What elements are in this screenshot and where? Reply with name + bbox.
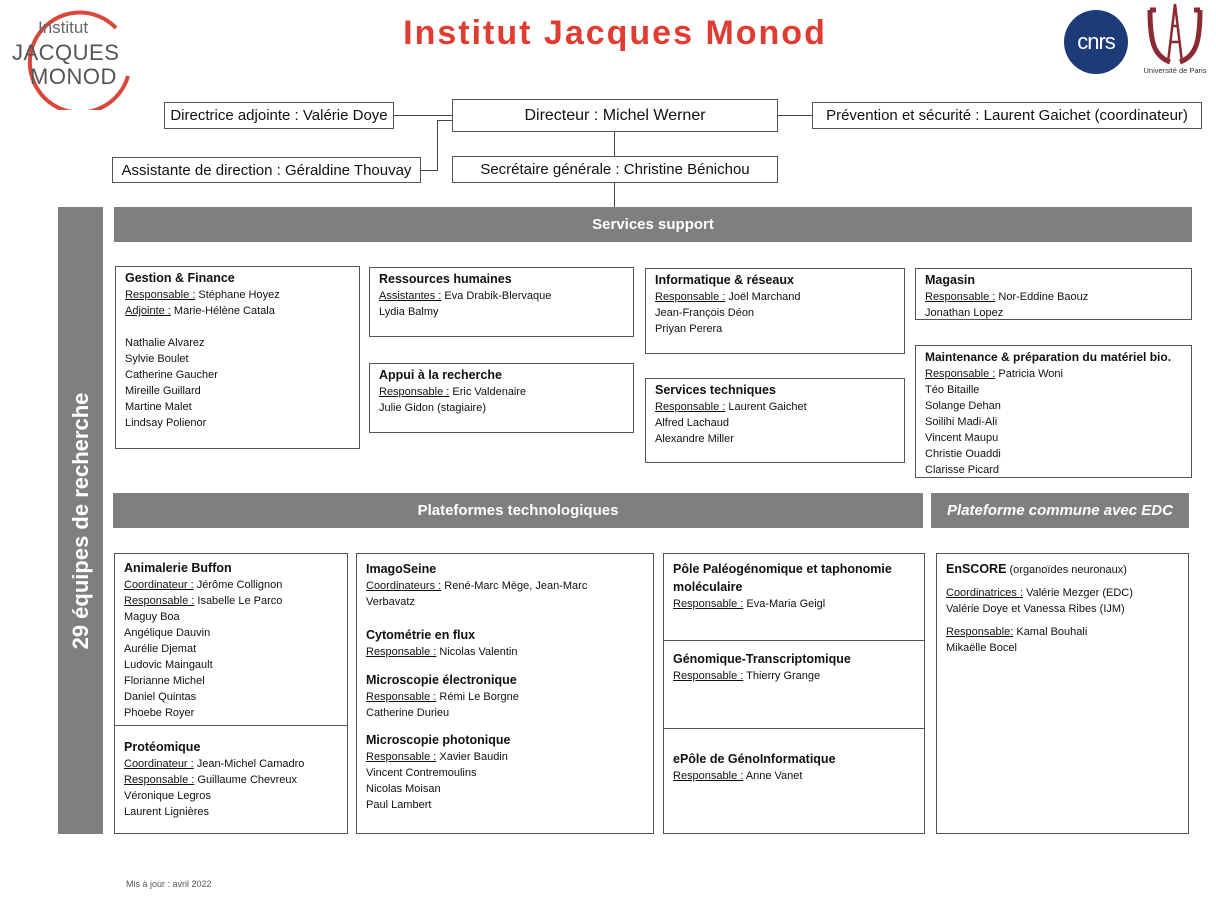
enscore-section: [937, 560, 1188, 656]
directeur-box: Directeur : Michel Werner: [452, 99, 778, 132]
member: Catherine Durieu: [366, 707, 450, 719]
card-title: Magasin: [925, 273, 976, 287]
genomique-card: [663, 553, 925, 834]
connector-assistant-v: [437, 120, 438, 170]
card-title-cont: moléculaire: [673, 580, 743, 594]
role-label: Coordinateur :: [124, 579, 194, 591]
research-teams-label: 29 équipes de recherche: [67, 392, 93, 649]
card-title: Informatique & réseaux: [655, 273, 794, 287]
role-label: Coordinateurs :: [366, 580, 442, 592]
divider: [664, 728, 924, 729]
role-label: Coordinatrices :: [946, 587, 1024, 599]
services-support-bar: Services support: [114, 207, 1192, 242]
role-label: Responsable :: [366, 691, 437, 703]
connector-services: [614, 183, 615, 207]
update-date: Mis à jour : avril 2022: [126, 879, 212, 889]
role-label: Responsable :: [673, 598, 744, 610]
divider: [115, 725, 347, 726]
cnrs-logo-text: cnrs: [1077, 29, 1115, 54]
card-title: Services techniques: [655, 383, 776, 397]
appui-recherche-card: [369, 363, 634, 433]
cnrs-logo: [1064, 10, 1128, 74]
plateformes-bar: Plateformes technologiques: [113, 493, 923, 528]
role-value: Stéphane Hoyez: [195, 289, 280, 301]
member: Vincent Maupu: [925, 432, 999, 444]
imagoseine-card: [356, 553, 654, 834]
role-label: Responsable :: [124, 774, 195, 786]
imagoseine-section: [357, 560, 653, 610]
role-value: Guillaume Chevreux: [194, 774, 298, 786]
card-title: ImagoSeine: [366, 562, 437, 576]
role-value: Joël Marchand: [725, 291, 801, 303]
role-value: Nicolas Valentin: [436, 646, 518, 658]
universite-paris-text: Université de Paris: [1143, 66, 1207, 75]
role-label: Responsable :: [925, 368, 996, 380]
role-label: Responsable :: [925, 291, 996, 303]
member: Véronique Legros: [124, 790, 211, 802]
card-title: Ressources humaines: [379, 272, 512, 286]
role-value-cont: Verbavatz: [366, 596, 415, 608]
animalerie-section: [115, 559, 347, 721]
role-value: Nor-Eddine Baouz: [995, 291, 1089, 303]
role-value: Anne Vanet: [743, 770, 803, 782]
member: Angélique Dauvin: [124, 627, 211, 639]
role-label: Responsable :: [655, 291, 726, 303]
member: Christie Ouaddi: [925, 448, 1001, 460]
paleogenomique-section: [664, 560, 924, 612]
ijm-logo-line1: Institut: [38, 18, 89, 37]
member: Florianne Michel: [124, 675, 205, 687]
member: Téo Bitaille: [925, 384, 980, 396]
member: Mikaëlle Bocel: [946, 642, 1017, 654]
member: Priyan Perera: [655, 323, 723, 335]
secretaire-box: Secrétaire générale : Christine Bénichou: [452, 156, 778, 183]
role-value: Isabelle Le Parco: [194, 595, 283, 607]
role-label: Coordinateur :: [124, 758, 194, 770]
ijm-logo-line2: JACQUES: [12, 40, 120, 65]
card-subtitle: (organoïdes neuronaux): [1006, 564, 1127, 576]
assistante-box: Assistante de direction : Géraldine Thouvay: [112, 157, 421, 183]
proteomique-section: [115, 738, 347, 820]
role-value: Valérie Mezger (EDC): [1023, 587, 1133, 599]
member: Alexandre Miller: [655, 433, 734, 445]
member: Daniel Quintas: [124, 691, 197, 703]
enscore-card: [936, 553, 1189, 834]
connector-assistant-h2: [421, 170, 438, 171]
microscopie-electronique-section: [357, 671, 653, 721]
connector-secretaire: [614, 132, 615, 156]
member: Martine Malet: [125, 401, 192, 413]
role-value: Xavier Baudin: [436, 751, 508, 763]
role-value: Eric Valdenaire: [449, 386, 527, 398]
role-label: Responsable:: [946, 626, 1014, 638]
services-techniques-card: [645, 378, 905, 463]
plateforme-edc-bar: Plateforme commune avec EDC: [931, 493, 1189, 528]
member: Maguy Boa: [124, 611, 180, 623]
genomique-transcriptomique-section: [664, 650, 924, 684]
member: Catherine Gaucher: [125, 369, 218, 381]
card-title: Animalerie Buffon: [124, 561, 232, 575]
role-value: Jérôme Collignon: [193, 579, 283, 591]
role-value: Eva-Maria Geigl: [743, 598, 826, 610]
role-label: Responsable :: [366, 751, 437, 763]
role-value: Laurent Gaichet: [725, 401, 807, 413]
role-label: Responsable :: [366, 646, 437, 658]
member: Alfred Lachaud: [655, 417, 729, 429]
role-label: Responsable :: [655, 401, 726, 413]
member: Solange Dehan: [925, 400, 1001, 412]
member: Julie Gidon (stagiaire): [379, 402, 486, 414]
universite-paris-logo: [1140, 2, 1210, 78]
role-label: Responsable :: [125, 289, 196, 301]
role-value: Thierry Grange: [743, 670, 821, 682]
cytometrie-section: [357, 626, 653, 660]
maintenance-card: [915, 345, 1192, 478]
card-title: EnSCORE: [946, 562, 1007, 576]
member: Nicolas Moisan: [366, 783, 441, 795]
connector-assistant-h: [437, 120, 452, 121]
universite-paris-emblem-icon: [1140, 2, 1210, 66]
card-title: Protéomique: [124, 740, 201, 754]
informatique-reseaux-card: [645, 268, 905, 354]
role-label: Responsable :: [673, 770, 744, 782]
member: Phoebe Royer: [124, 707, 195, 719]
card-title: Pôle Paléogénomique et taphonomie: [673, 562, 892, 576]
gestion-finance-card: [115, 266, 360, 449]
connector-dir-left: [394, 115, 452, 116]
member: Jean-François Déon: [655, 307, 755, 319]
role-value: Jean-Michel Camadro: [193, 758, 305, 770]
connector-dir-right: [777, 115, 812, 116]
ressources-humaines-card: [369, 267, 634, 337]
member: Lindsay Polienor: [125, 417, 207, 429]
member: Mireille Guillard: [125, 385, 201, 397]
role-value: Kamal Bouhali: [1013, 626, 1088, 638]
card-title: Cytométrie en flux: [366, 628, 476, 642]
card-title: Appui à la recherche: [379, 368, 502, 382]
role-label: Assistantes :: [379, 290, 442, 302]
member: Vincent Contremoulins: [366, 767, 477, 779]
role-value: Patricia Woni: [995, 368, 1063, 380]
member: Jonathan Lopez: [925, 307, 1004, 319]
role-label: Responsable :: [379, 386, 450, 398]
member: Sylvie Boulet: [125, 353, 189, 365]
prevention-box: Prévention et sécurité : Laurent Gaichet (coordinateur): [812, 102, 1202, 129]
member: Clarisse Picard: [925, 464, 999, 476]
member: Paul Lambert: [366, 799, 432, 811]
ijm-logo: [8, 6, 136, 110]
card-title: Gestion & Finance: [125, 271, 235, 285]
role-value: Marie-Hélène Catala: [170, 305, 275, 317]
role-value: Eva Drabik-Blervaque: [441, 290, 552, 302]
card-title: Microscopie électronique: [366, 673, 517, 687]
role-value: Rémi Le Borgne: [436, 691, 519, 703]
animalerie-proteomique-card: [114, 553, 348, 834]
role-value-cont: Valérie Doye et Vanessa Ribes (IJM): [946, 603, 1125, 615]
member: Nathalie Alvarez: [125, 337, 205, 349]
magasin-card: [915, 268, 1192, 320]
role-label: Adjointe :: [125, 305, 171, 317]
card-title: Maintenance & préparation du matériel bio.: [925, 350, 1172, 364]
member: Laurent Lignières: [124, 806, 210, 818]
role-label: Responsable :: [124, 595, 195, 607]
divider: [664, 640, 924, 641]
member: Soilihi Madi-Ali: [925, 416, 998, 428]
directrice-adjointe-box: Directrice adjointe : Valérie Doye: [164, 102, 394, 129]
role-value: René-Marc Mège, Jean-Marc: [441, 580, 588, 592]
page-title: Institut Jacques Monod: [403, 14, 827, 52]
card-title: Génomique-Transcriptomique: [673, 652, 851, 666]
role-label: Responsable :: [673, 670, 744, 682]
epole-section: [664, 750, 924, 784]
card-title: ePôle de GénoInformatique: [673, 752, 836, 766]
microscopie-photonique-section: [357, 731, 653, 813]
card-title: Microscopie photonique: [366, 733, 511, 747]
member: Ludovic Maingault: [124, 659, 213, 671]
member: Aurélie Djemat: [124, 643, 197, 655]
member: Lydia Balmy: [379, 306, 439, 318]
ijm-logo-line3: MONOD: [30, 64, 117, 89]
research-teams-sidebar: [58, 207, 103, 834]
